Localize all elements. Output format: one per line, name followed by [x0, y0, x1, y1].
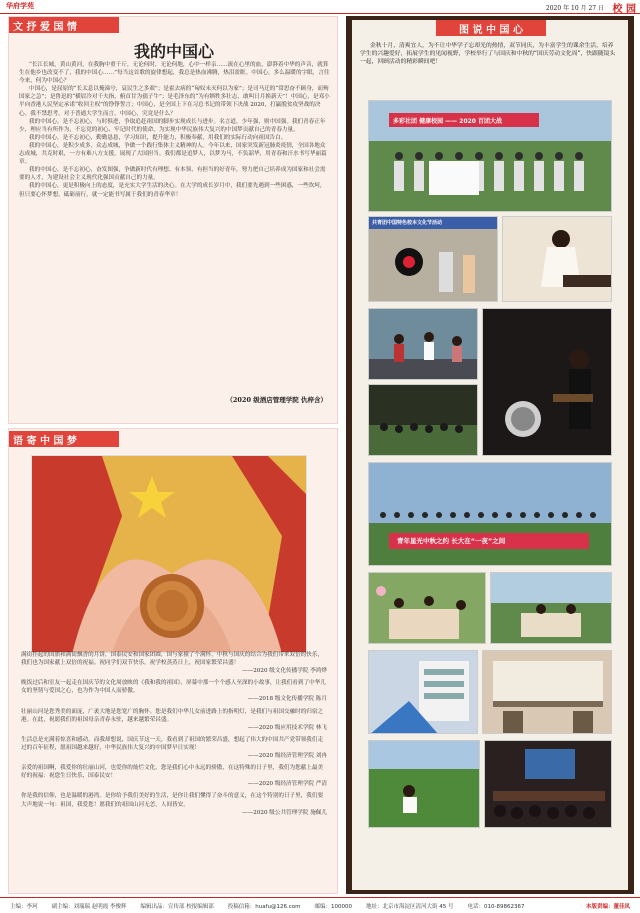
left-column — [8, 16, 338, 894]
note-text: 壮丽山河是您秀美的面庞，广袤大地是您宽广的胸怀。您是我们中华儿女前进路上的指明灯，是我们与祖国交融时的归宿之港。在此，祝愿我们的祖国母亲青春永驻，越来越繁荣昌盛。 — [21, 708, 324, 723]
note-text: 满街挂起的国旗和满街飘香的月饼，国泰民安和国家团圆，国与家撞了个满怀。中秋与国庆的结合为我们带来双倍的快乐，我们也为国家献上双倍的祝福。祝同学们双节快乐，祝学校蒸蒸日上，祝国家繁荣昌盛！ — [21, 652, 324, 667]
note-signature: ——2020 级文化传播学院 李鸿烨 — [242, 668, 327, 675]
page-header — [0, 0, 640, 14]
culture-festival-banner: 共青团中国特色校本文化节活动 — [372, 220, 443, 226]
footer-editor: 本版责编：董佳凤 — [585, 903, 630, 910]
paragraph: 我的中国心，更是积极向上的态度，是充实大学生活的决心。在大学的成长岁月中，我们要先遇到一些困惑，一些坎坷，但只要心怀梦想，砥砺前行，就一定能书写属于我们的青春华章！ — [19, 183, 326, 198]
guzheng-player-photo — [502, 216, 612, 302]
paragraph: “长江长城，黄山黄河，在我胸中重千斤，无论何时，无论何地，心中一样亲……流在心里的血，澎湃着中华的声音，就算生在他乡也改变不了，我的中国心……”每当这首歌的旋律想起，我总是热血沸腾，热泪盈眶。中国心，多么温暖的字眼，言往今来，何为中国心？ — [19, 62, 330, 85]
note-signature: ——2020 级应用技术学院 林飞 — [247, 724, 327, 731]
list-item — [21, 708, 327, 732]
field-gathering-photo — [490, 572, 612, 644]
dream-panel — [8, 428, 338, 894]
photo-intro: 金秋十月，清爽宜人，为不让中华学子忘却光的热情，双节同庆，为丰富学生的课余生活，培养学生的兴趣爱好，拓展学生的见闻视野，学校举行了与国庆和中秋的“国庆劳动文化周”，快跟随镜头一起，回顾活动的精彩瞬间吧！ — [360, 43, 616, 66]
library-hall-photo — [482, 650, 612, 734]
note-signature: ——2020 级经济管理学院 刘冉 — [247, 753, 327, 760]
masthead-logo: 华府学苑 — [6, 2, 34, 10]
paragraph: 我的中国心，是不忘初心，与时俱进，争取追赶祖国的脚步实现成长与进步。名言道，少年强，则中国强。我们青春正年少，理应当有所作为，不忘党的初心、牢记时代的使命，为实现中华民族伟大复兴的中国梦贡献自己的青春力量。 — [19, 118, 326, 133]
footer-item: 投稿信箱：huafu@126.com — [227, 903, 301, 910]
footer-item: 地址：北京市海淀区清河大街 45 号 — [366, 903, 454, 910]
blessing-notes — [21, 651, 327, 901]
footer-item: 编辑出品：宣传部 校报编辑部 — [140, 903, 214, 910]
note-text: 生活总是充满着惊喜和感动，而我却想说，国庆节这一天，我看到了祖国的繁荣昌盛，想起了伟大的中国共产党带领我们走过的百年征程，愿祖国越来越好，中华民族伟大复兴的中国梦早日实现！ — [21, 736, 324, 751]
note-text: 晚饭过后和室友一起走在国庆节的文化周放映的《我和我的祖国》，屏幕中那一个个感人至深的小故事，让我们看到了中华儿女的坚韧与爱国之心，也为作为中国人而骄傲。 — [21, 680, 326, 695]
section-label-photos: 图 说 中 国 心 — [436, 20, 546, 36]
paragraph: 我的中国心，是不忘初心，奋发图强，争做新时代有理想、有本领、有担当的好青年，努力把自己培养成为国家和社会需要的人才，为建设社会主义现代化强国贡献自己的力量。 — [19, 167, 326, 182]
stage-dance-photo — [368, 308, 478, 380]
list-item — [21, 651, 327, 675]
heart-hands-mooncake-image — [31, 455, 307, 653]
band-performance-photo — [482, 308, 612, 456]
article-title: 我的中国心 — [133, 42, 214, 61]
list-item — [21, 679, 327, 703]
campus-building-photo — [368, 650, 478, 734]
footer-item: 电话：010-89862367 — [467, 903, 525, 910]
paragraph: 我的中国心，是不忘初心，勤勤恳恳，学习知识，提升能力，积极奉献，用我们的实际行动向祖国告白。 — [29, 134, 287, 141]
footer-item: 副主编：刘瑞瑞 赵明霞 李俊辉 — [51, 903, 127, 910]
paragraph: 我的中国心，是积少成多，众志成城，争做一个践行集体主义精神的人。今年以来，国家突发新冠肺炎疫情，全国各地众志成城，共克时艰，一方有难八方支援，展现了大国担当。我们都是追梦人，以梦为马，不负韶华，用青春和汗水书写华丽篇章。 — [19, 142, 327, 166]
note-signature: ——2018 级文化传播学院 陈月 — [247, 696, 327, 703]
mascot-performance-photo — [368, 216, 498, 302]
note-signature: ——2020 级公共管理学院 施佩儿 — [242, 809, 327, 816]
footer-item: 主编：李珂 — [10, 903, 38, 910]
note-signature: ——2020 级经济管理学院 严清 — [247, 781, 327, 788]
note-text: 亲爱的祖国啊，我爱你的壮丽山河，也爱你的灿烂文化。您是我们心中永远的骄傲，在这特殊的日子里，我们为您献上最美好的祝福：祝您生日快乐，国泰民安！ — [21, 765, 324, 780]
article-body — [19, 61, 331, 397]
section-label-patriotism: 文 抒 爱 国 情 — [9, 17, 119, 33]
section-label-dream: 语 寄 中 国 梦 — [9, 431, 119, 447]
photo-column — [346, 16, 634, 894]
mid-autumn-banner: 青年星光中秋之约 长大在“一夜”之间 — [397, 537, 506, 545]
auditorium-event-photo — [484, 740, 612, 828]
list-item — [21, 764, 327, 788]
page-footer — [0, 897, 640, 913]
club-fair-banner: 多彩社团 健康校园 —— 2020 百团大战 — [393, 118, 503, 125]
section-name: 校 园 — [612, 4, 636, 15]
footer-item: 邮编：100000 — [314, 903, 353, 910]
article-signature: （2020 级酒店管理学院 仇梓含） — [226, 396, 327, 404]
club-fair-group-photo — [368, 100, 612, 212]
photo-panel — [352, 20, 628, 890]
note-text: 你是我的信仰，也是温暖的港湾。是你给予我们美好的生活，是你让我们懂得了奋斗的意义，在这个特别的日子里，我们要大声地说一句：祖国，我爱您！愿我们的祖国山河无恙，人间皆安。 — [21, 793, 324, 808]
list-item — [21, 792, 327, 816]
paragraph: 中国心，是屈原的“长太息以掩涕兮，哀民生之多艰”；是霍去病的“匈奴未灭何以为家”；是司马迁的“常思奋不顾身，而殉国家之急”；是鲁迅的“横眉冷对千夫指，俯首甘为孺子牛”；是毛泽东的“为有牺牲多壮志，敢叫日月换新天”！中国心，是邓小平向香港人民坚定承诺“收回主权”的铮铮誓言；中国心，是全国上下在习总书记的带领下决战 2020，打赢脱贫攻坚战的决心。我不禁思考，对于普通大学生而言，中国心，究竟是什么？ — [19, 86, 330, 117]
list-item — [21, 736, 327, 760]
night-crowd-photo — [368, 384, 478, 456]
article-panel — [8, 16, 338, 424]
issue-date: 2020 年 10 月 27 日 — [545, 5, 604, 12]
lawn-reading-photo — [368, 740, 480, 828]
picnic-photo — [368, 572, 486, 644]
mid-autumn-group-photo — [368, 462, 612, 566]
